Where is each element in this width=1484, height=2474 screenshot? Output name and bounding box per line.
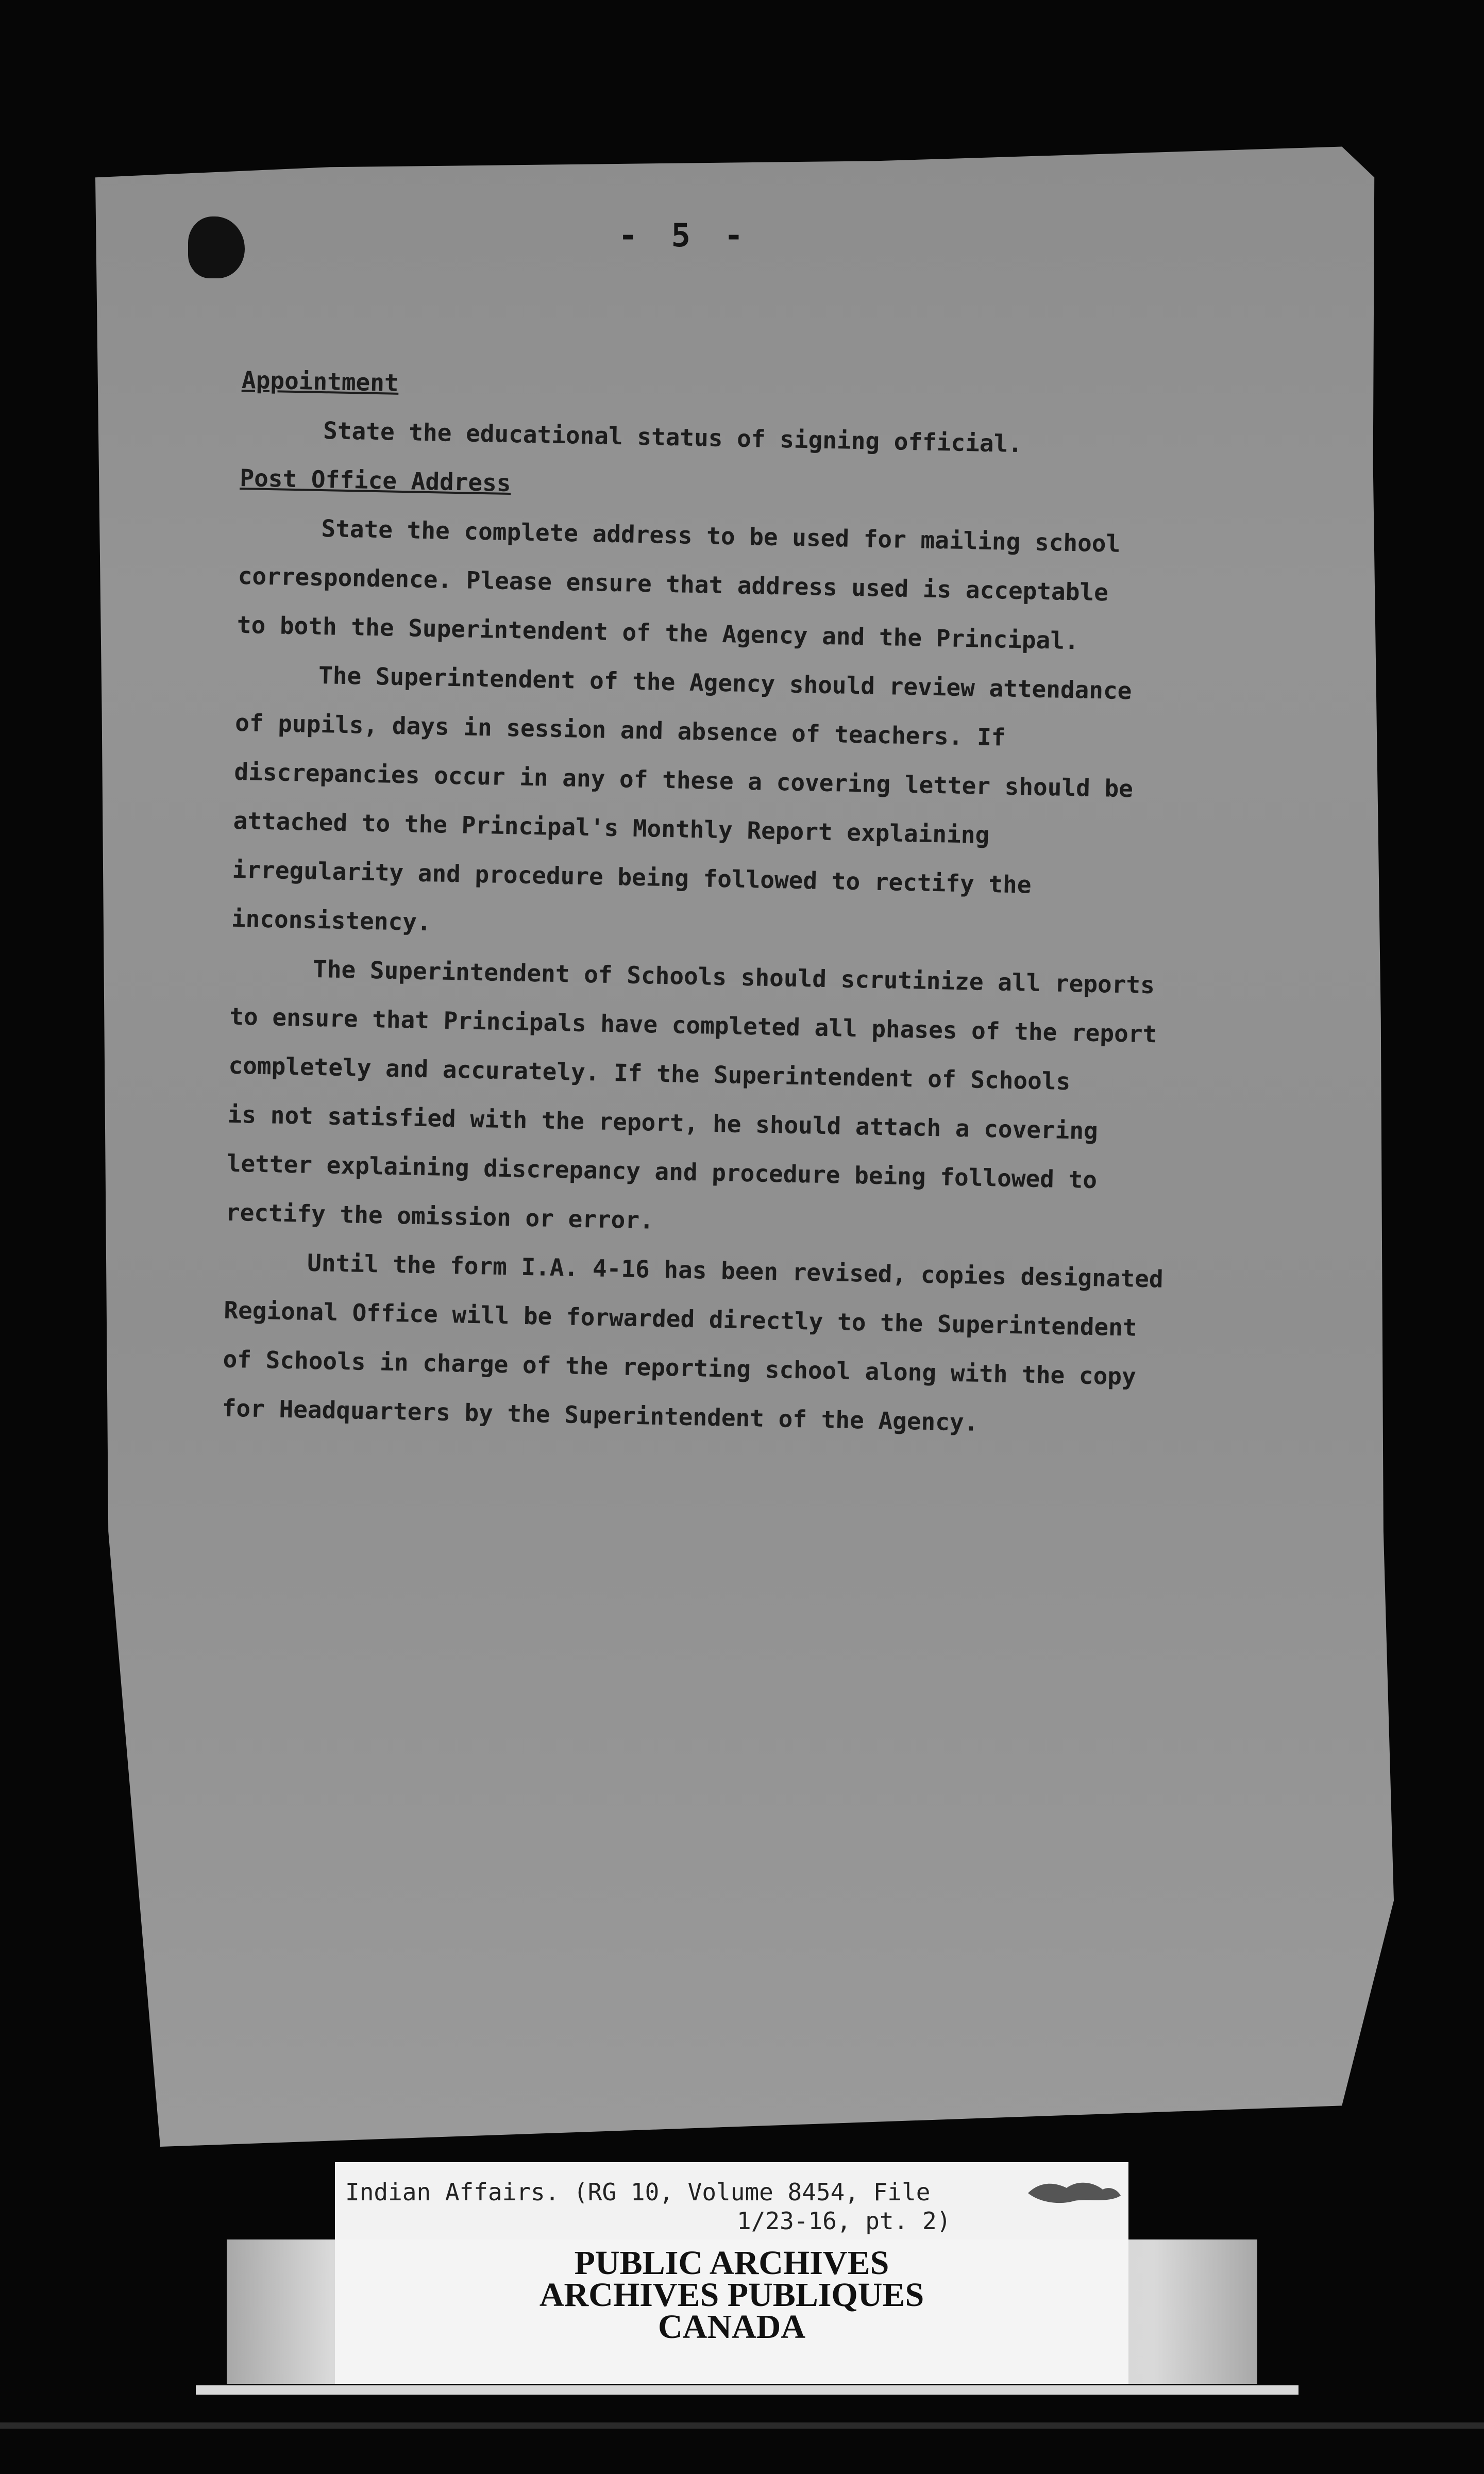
film-edge (196, 2385, 1298, 2395)
text-line: State the educational status of signing official. (323, 416, 1023, 458)
archives-country: CANADA (658, 2308, 805, 2346)
text-line: of pupils, days in session and absence of teachers. If (234, 708, 1006, 751)
text-line: inconsistency. (231, 904, 432, 937)
text-line: irregularity and procedure being followed to rectify the (232, 855, 1032, 899)
text-line: discrepancies occur in any of these a covering letter should be (233, 757, 1134, 803)
archives-fr: ARCHIVES PUBLIQUES (539, 2276, 924, 2314)
text-line: to ensure that Principals have completed all phases of the report (229, 1002, 1157, 1048)
text-line: The Superintendent of Schools should scrutinize all reports (312, 955, 1155, 999)
text-line: for Headquarters by the Superintendent of the Agency. (222, 1394, 979, 1436)
punch-hole (188, 216, 245, 278)
text-line: correspondence. Please ensure that address used is acceptable (238, 561, 1109, 607)
document-body (222, 356, 1314, 1453)
section-heading: Post Office Address (239, 463, 512, 497)
text-line: rectify the omission or error. (225, 1198, 654, 1234)
citation-text (345, 2178, 951, 2235)
text-line: attached to the Principal's Monthly Report explaining (233, 806, 990, 849)
citation-line-2: 1/23-16, pt. 2) (737, 2207, 951, 2235)
text-line: is not satisfied with the report, he should attach a covering (227, 1100, 1099, 1145)
page-number: - 5 - (618, 216, 751, 254)
film-bottom-edge (0, 2422, 1484, 2429)
text-line: State the complete address to be used for mailing school (321, 514, 1121, 558)
archives-en: PUBLIC ARCHIVES (574, 2244, 889, 2282)
ink-smudge-icon (1025, 2175, 1123, 2206)
text-line: letter explaining discrepancy and procedure being followed to (226, 1149, 1098, 1194)
archives-stamp (335, 2244, 1128, 2346)
text-line: Until the form I.A. 4-16 has been revised, copies designated (307, 1248, 1164, 1293)
text-line: completely and accurately. If the Superintendent of Schools (228, 1051, 1071, 1096)
text-line: of Schools in charge of the reporting school along with the copy (223, 1345, 1137, 1391)
citation-line-1: Indian Affairs. (RG 10, Volume 8454, File (345, 2178, 931, 2206)
section-heading: Appointment (241, 365, 399, 397)
text-line: to both the Superintendent of the Agency and the Principal. (237, 610, 1080, 655)
text-line: The Superintendent of the Agency should review attendance (318, 661, 1132, 705)
text-line: Regional Office will be forwarded directly to the Superintendent (223, 1296, 1138, 1342)
